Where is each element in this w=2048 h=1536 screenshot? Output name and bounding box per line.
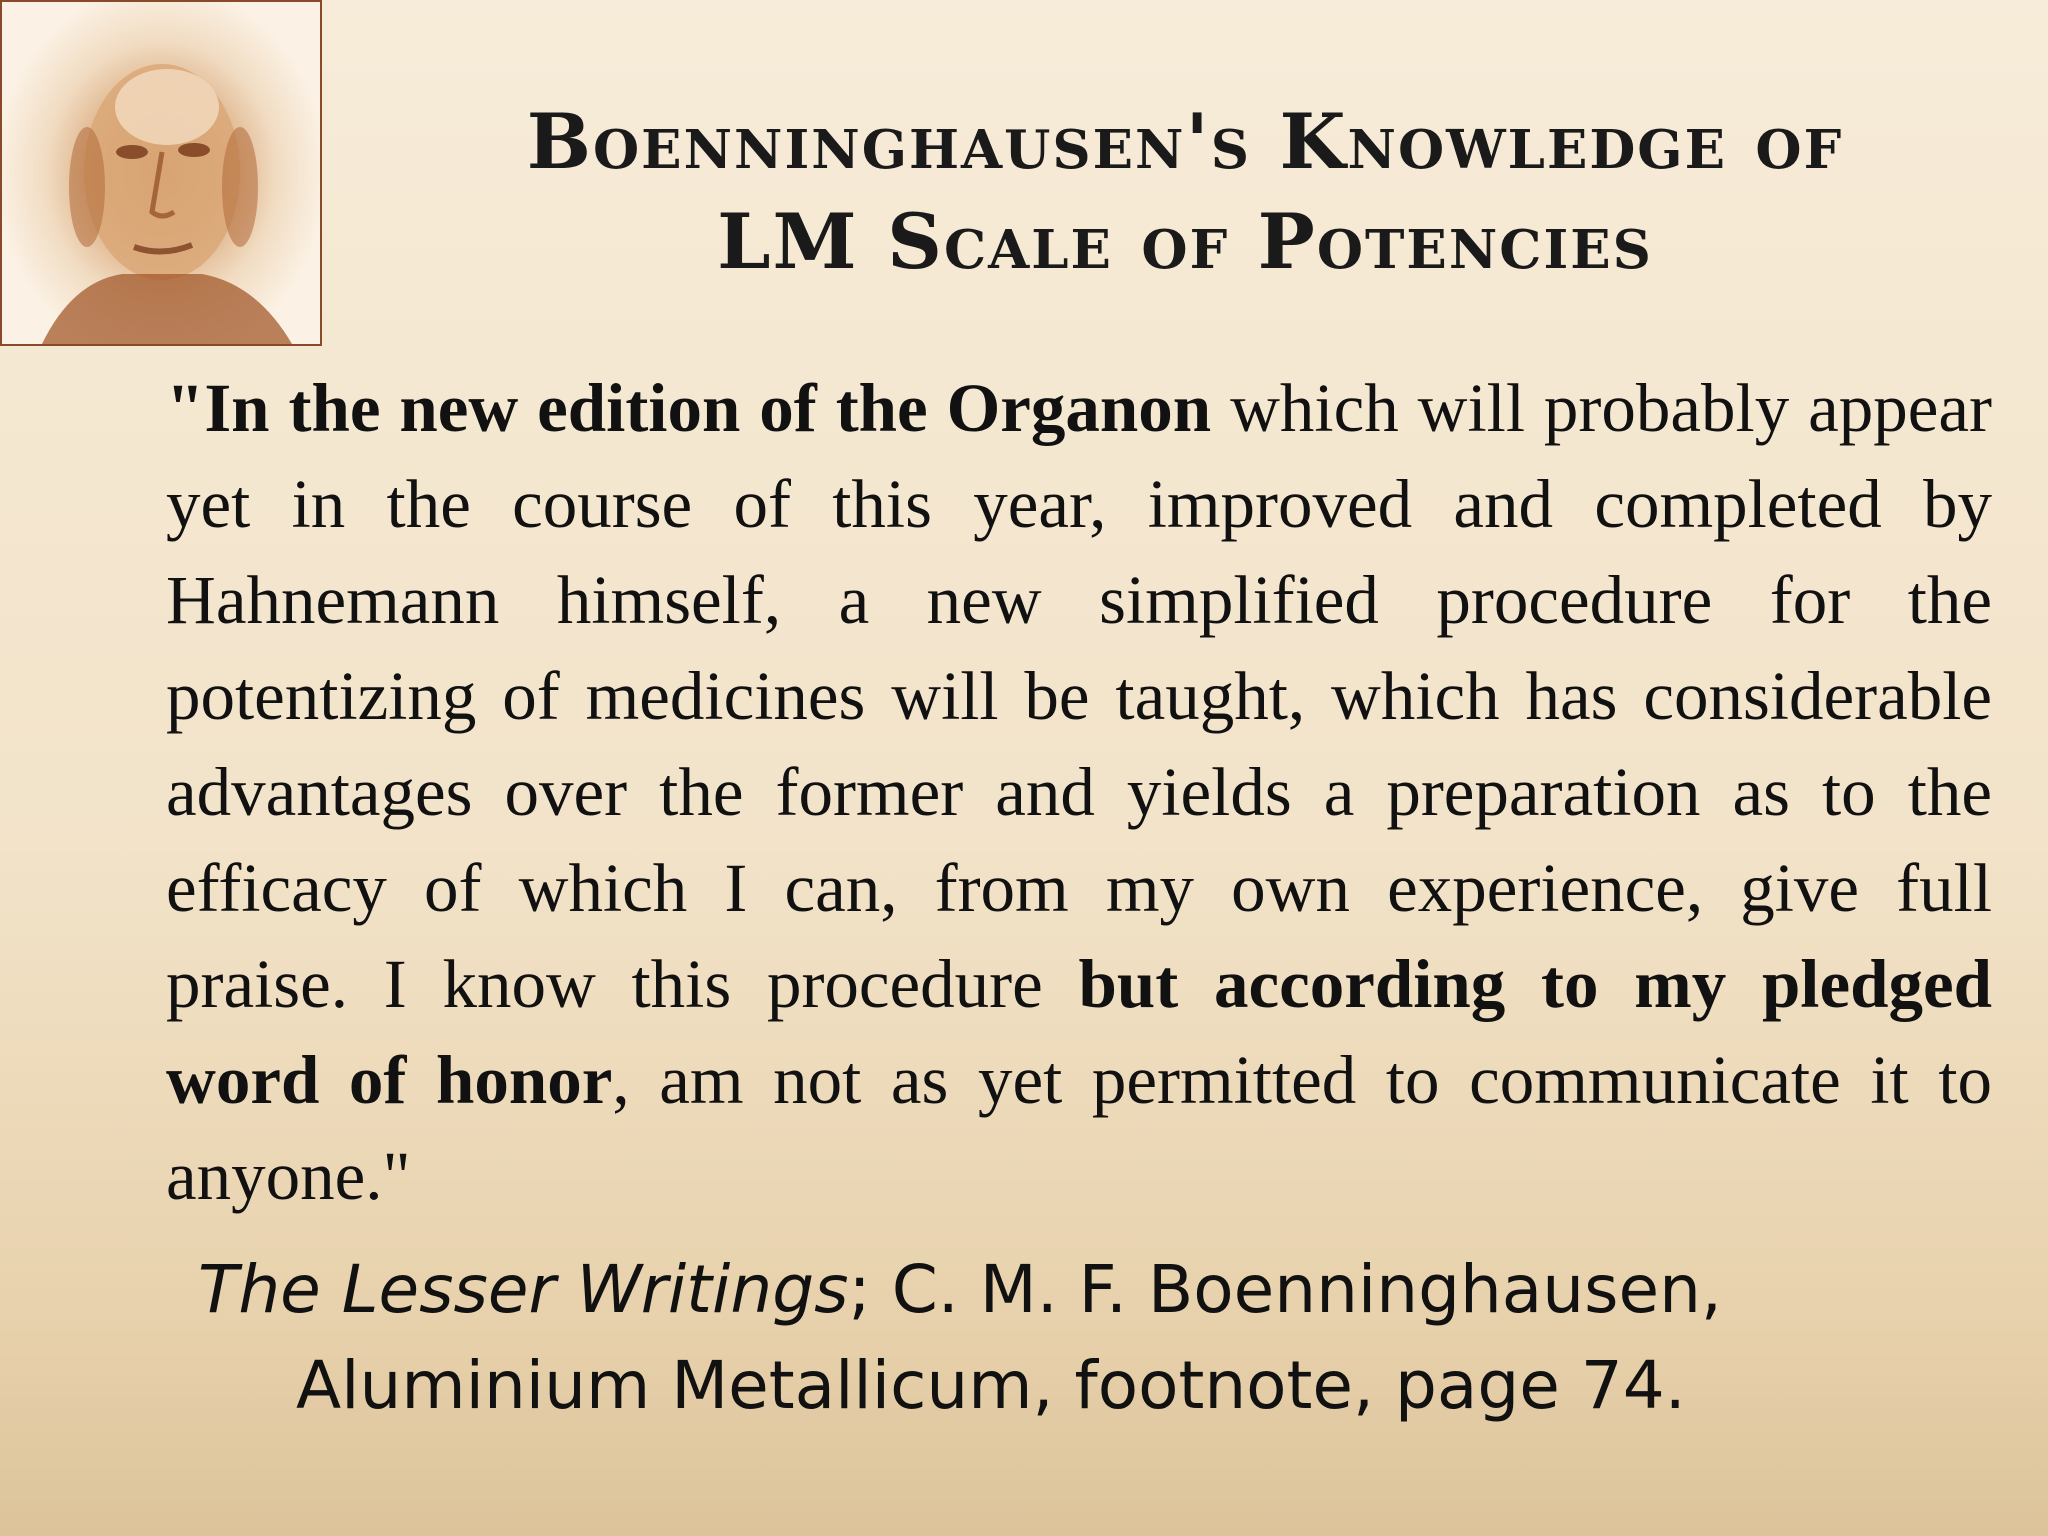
citation-source: Aluminium Metallicum, footnote, page 74.	[296, 1347, 1686, 1424]
title-line-1: Boenninghausen's Knowledge of	[526, 97, 1844, 186]
quote-text-2: , am not as yet permitted to communicate it to anyone."	[166, 1042, 1992, 1214]
quote-bold-mid: but according to my pledged word of honor	[166, 946, 1992, 1118]
citation-title: The Lesser Writings	[198, 1251, 849, 1328]
portrait-image	[0, 0, 322, 346]
title-line-2: LM Scale of Potencies	[717, 197, 1653, 286]
quote-open-mark: "	[166, 370, 205, 446]
quote-bold-lead: In the new edition of the Organon	[204, 370, 1212, 446]
quote-text-1: which will probably appear yet in the course of this year, improved and completed by Hahnemann himself, a new simplified procedure for the potentizing of medicines will be taught, which has considerable advantages over the former and yields a preparation as to the efficacy of which I can, from my own experience, give full praise. I know this procedure	[166, 370, 1992, 1022]
citation-author: ; C. M. F. Boenninghausen,	[848, 1251, 1722, 1328]
slide-title	[340, 92, 2030, 292]
portrait-of-boenninghausen-icon	[2, 2, 320, 344]
citation	[198, 1242, 1898, 1434]
quote-paragraph	[166, 360, 1992, 1224]
